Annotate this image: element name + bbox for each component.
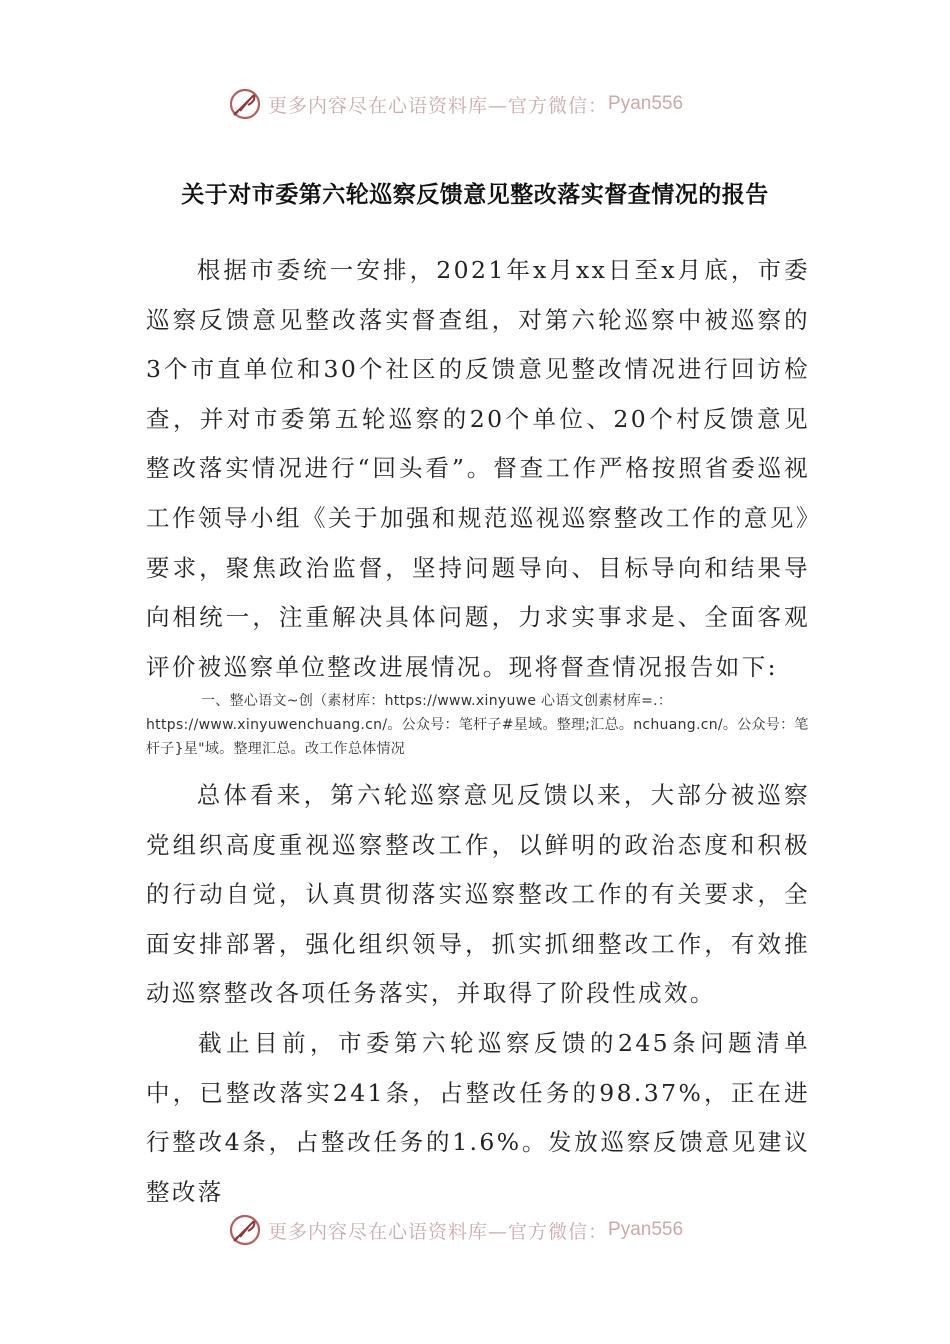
body-paragraph bbox=[146, 771, 810, 1019]
watermark-wechat-id: Pyan556 bbox=[608, 1219, 684, 1240]
quill-logo-icon bbox=[228, 1213, 262, 1247]
document-title: 关于对市委第六轮巡察反馈意见整改落实督查情况的报告 bbox=[181, 182, 769, 208]
paragraph-text: 总体看来，第六轮巡察意见反馈以来，大部分被巡察党组织高度重视巡察整改工作，以鲜明的政治态度和积极的行动自觉，认真贯彻落实巡察整改工作的有关要求，全面安排部署，强化组织领导，抓实抓细整改工作，有效推动巡察整改各项任务落实，并取得了阶段性成效。 bbox=[146, 781, 810, 1008]
body-paragraph bbox=[146, 246, 810, 692]
watermark-banner-bottom bbox=[228, 1210, 748, 1250]
paragraph-text: 截止目前，市委第六轮巡察反馈的245条问题清单中，已整改落实241条，占整改任务的98.37%，正在进行整改4条，占整改任务的1.6%。发放巡察反馈意见建议整改落 bbox=[146, 1029, 810, 1206]
quill-logo-icon bbox=[228, 87, 262, 121]
watermark-wechat-id: Pyan556 bbox=[608, 93, 684, 114]
watermark-text: 更多内容尽在心语资料库—官方微信： bbox=[268, 1220, 609, 1243]
body-paragraph bbox=[146, 1019, 810, 1217]
watermark-text: 更多内容尽在心语资料库—官方微信： bbox=[268, 94, 609, 117]
watermark-banner-top bbox=[228, 84, 748, 124]
paragraph-text: 根据市委统一安排，2021年x月xx日至x月底，市委巡察反馈意见整改落实督查组，对第六轮巡察中被巡察的3个市直单位和30个社区的反馈意见整改情况进行回访检查，并对市委第五轮巡察的20个单位、20个村反馈意见整改落实情况进行“回头看”。督查工作严格按照省委巡视工作领导小组《关于加强和规范巡视巡察整改工作的意见》要求，聚焦政治监督，坚持问题导向、目标导向和结果导向相统一，注重解决具体问题，力求实事求是、全面客观评价被巡察单位整改进展情况。现将督查情况报告如下: bbox=[146, 256, 810, 681]
section-heading-note: 一、整心语文~创（素材库：https://www.xinyuwe 心语文创素材库=.：https://www.xinyuwenchuang.cn/。公众号：笔杆子#星域。整理;汇总。nchuang.cn/。公众号：笔杆子}星"域。整理汇总。改工作总体情况 bbox=[146, 693, 809, 757]
